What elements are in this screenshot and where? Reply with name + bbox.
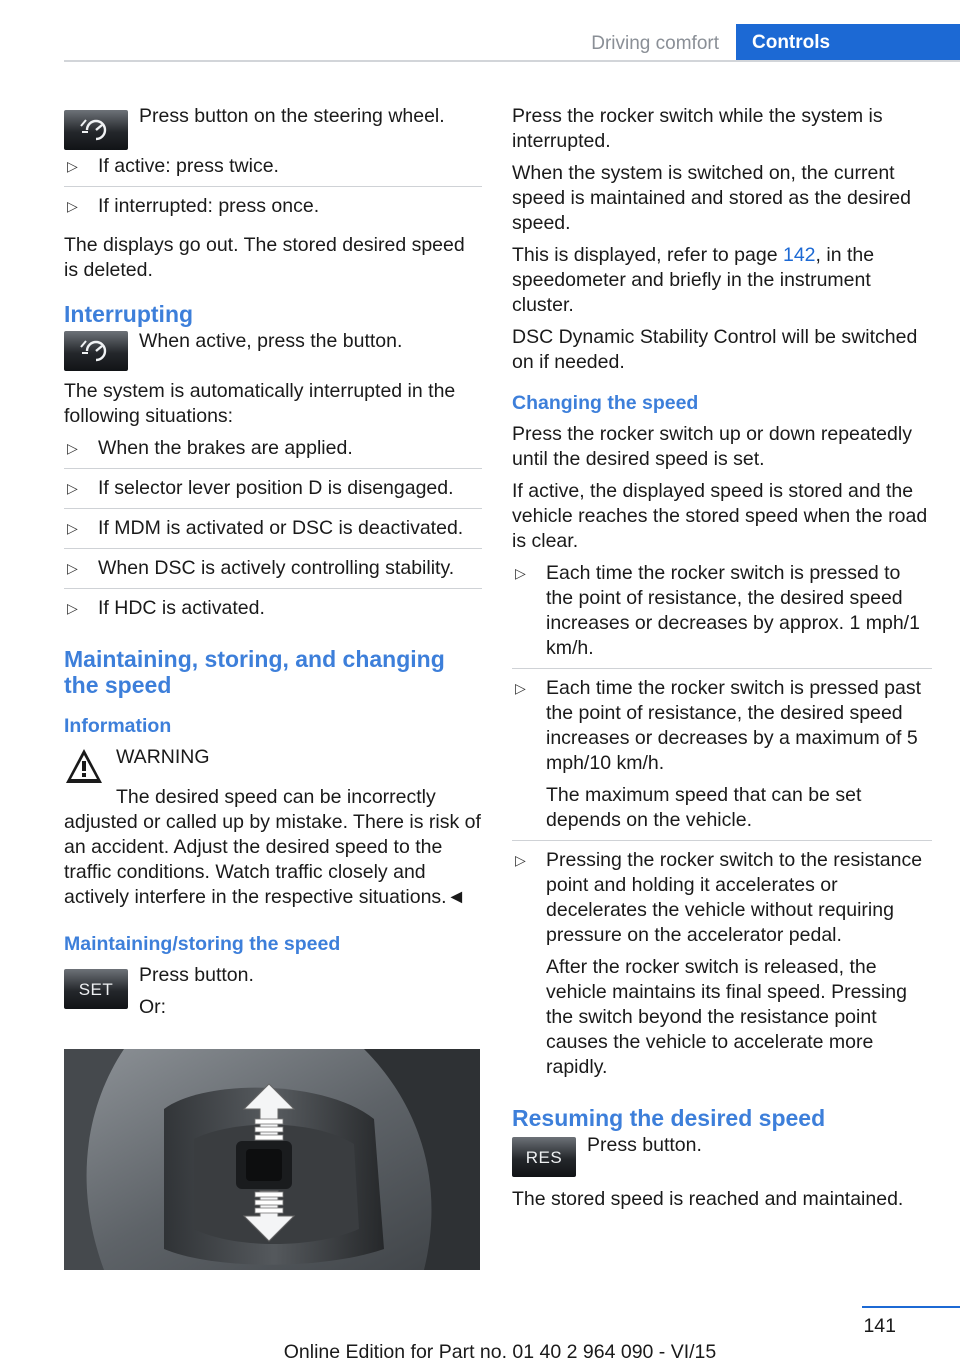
res-button-row [512, 1133, 932, 1173]
warning-text: The desired speed can be incorrectly adjusted or called up by mistake. There is risk of an accident. Adjust the desired speed to the traffic conditions. Watch traffic closely and actively interfere in the respective situations.◄ [64, 786, 481, 908]
steering-wheel-rocker-switch-illustration [64, 1049, 480, 1270]
switched-on-text: When the system is switched on, the current speed is maintained and stored as the desired speed. [512, 162, 911, 234]
warning-icon [64, 747, 104, 785]
header-rule [64, 60, 960, 62]
left-column [64, 104, 482, 1030]
set-button-row [64, 963, 482, 1020]
list-item: ▷ When DSC is actively controlling stability. [64, 556, 482, 589]
displayed-text: This is displayed, refer to page 142, in the speedometer and briefly in the instrument cluster. [512, 244, 875, 316]
cruise-button-row [64, 104, 482, 144]
interrupt-button-text: When active, press the button. [139, 330, 403, 352]
cruise-control-button-icon [64, 110, 128, 150]
list-item: ▷ When the brakes are applied. [64, 436, 482, 469]
warning-title: WARNING [116, 746, 210, 768]
list-item: ▷ Pressing the rocker switch to the resistance point and holding it accelerates or decelerates the vehicle without requiring pressure on the accelerator pedal. After the rocker switch is released, the vehicle maintains its final speed. Pressing the switch beyond the resistance point causes the vehicle to accelerate more rapidly. [515, 849, 923, 1078]
footer-rule [862, 1306, 960, 1308]
set-button-icon: SET [64, 969, 128, 1009]
header-chapter-tab: Controls [736, 24, 960, 62]
list-item: ▷ If MDM is activated or DSC is deactivated. [64, 516, 482, 549]
list-item: ▷ Each time the rocker switch is pressed past the point of resistance, the desired speed increases or decreases by a maximum of 5 mph/10 km/h. The maximum speed that can be set depends on the vehicle. [512, 676, 932, 841]
dsc-text: DSC Dynamic Stability Control will be switched on if needed. [512, 326, 918, 373]
intro-after-text: The displays go out. The stored desired speed is deleted. [64, 234, 465, 281]
final-text: The stored speed is reached and maintained. [512, 1188, 904, 1210]
edition-note: Online Edition for Part no. 01 40 2 964 090 - VI/15 [283, 1341, 717, 1363]
list-item: ▷ If HDC is activated. [67, 597, 265, 619]
header-section-title: Driving comfort [591, 33, 719, 54]
page-number: 141 [863, 1315, 896, 1337]
intro-button-text: Press button on the steering wheel. [139, 105, 445, 127]
warning-block [64, 745, 482, 785]
list-item: ▷ If active: press twice. [64, 154, 482, 187]
resume-interrupted-text: Press the rocker switch while the system is interrupted. [512, 105, 883, 152]
intro-bullet-list [64, 154, 482, 226]
changing-text-2: If active, the displayed speed is stored and the vehicle reaches the stored speed when the road is clear. [512, 480, 928, 552]
page-reference-link[interactable]: 142 [782, 244, 816, 266]
information-heading: Information [64, 715, 172, 737]
list-item: ▷ Each time the rocker switch is pressed to the point of resistance, the desired speed increases or decreases by approx. 1 mph/1 km/h. [512, 561, 932, 669]
storing-heading: Maintaining/storing the speed [64, 933, 341, 955]
changing-speed-heading: Changing the speed [512, 392, 699, 414]
cruise-control-button-icon [64, 331, 128, 371]
interrupt-button-row [64, 329, 482, 369]
maintain-heading: Maintaining, storing, and changing the speed [64, 646, 445, 698]
res-button-text: Press button. [587, 1134, 702, 1156]
right-column [512, 104, 932, 1219]
changing-text-1: Press the rocker switch up or down repeatedly until the desired speed is set. [512, 423, 912, 470]
resume-heading: Resuming the desired speed [512, 1105, 826, 1131]
interrupting-heading: Interrupting [64, 301, 194, 327]
rocker-bullet-list [512, 561, 932, 1087]
res-button-icon: RES [512, 1137, 576, 1177]
situations-list [64, 436, 482, 628]
or-text: Or: [139, 996, 167, 1018]
set-button-text: Press button. [139, 964, 254, 986]
list-item: ▷ If interrupted: press once. [67, 195, 320, 217]
auto-interrupt-text: The system is automatically interrupted in the following situations: [64, 380, 456, 427]
list-item: ▷ If selector lever position D is disengaged. [64, 476, 482, 509]
